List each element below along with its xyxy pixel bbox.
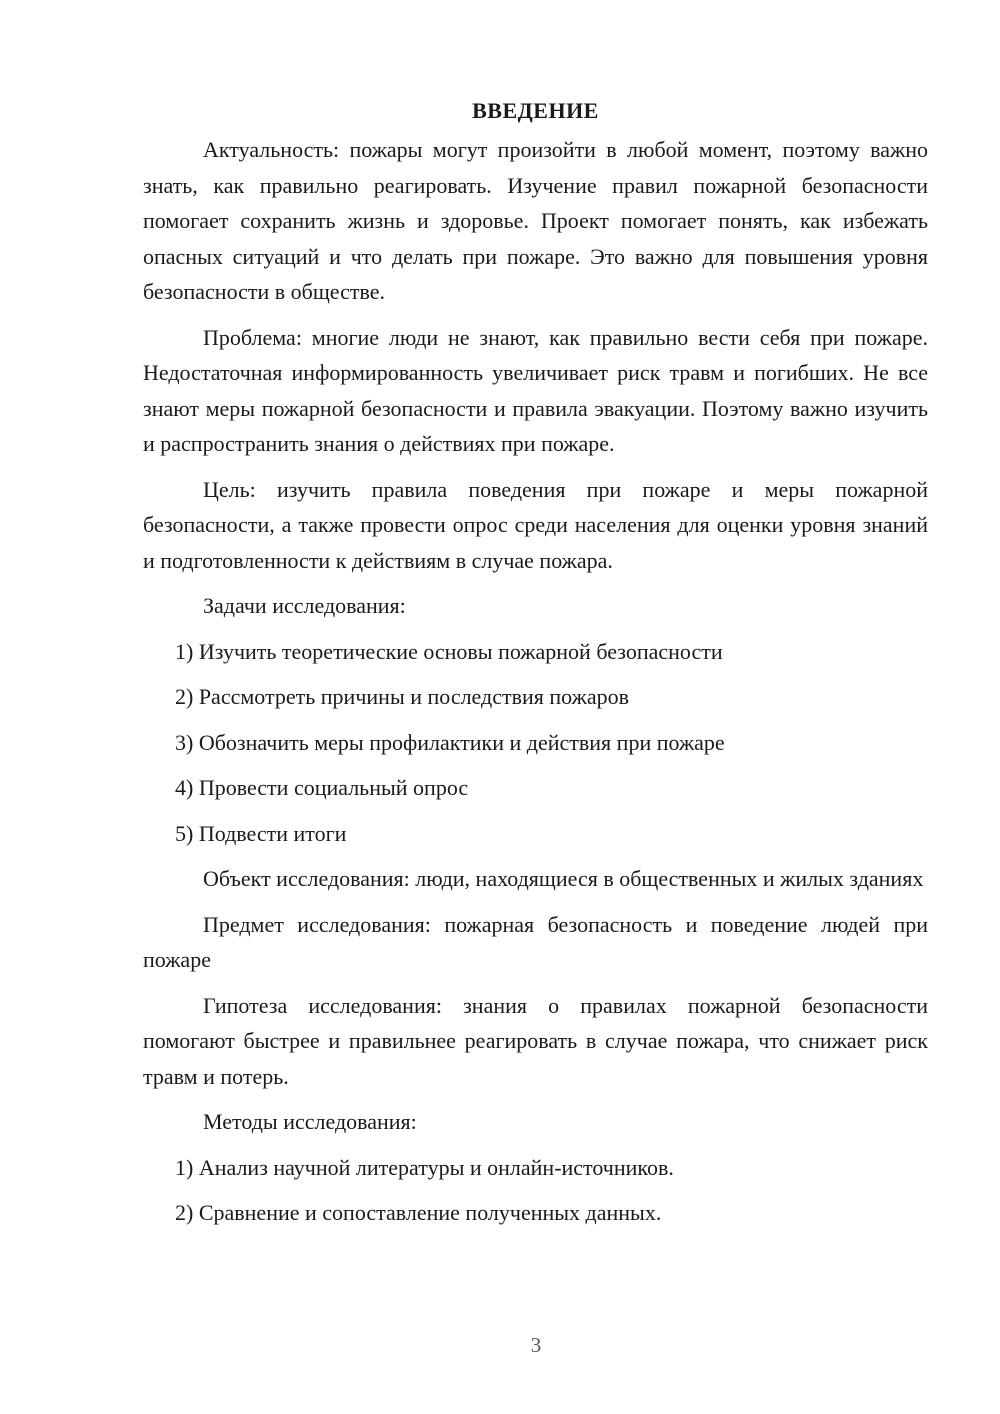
hypothesis-paragraph: Гипотеза исследования: знания о правилах пожарной безопасности помогают быстрее и правильнее реагировать в случае пожара, что снижает риск травм и потерь. — [143, 992, 928, 1089]
methods-title: Методы исследования: — [203, 1109, 417, 1134]
task-item: 3) Обозначить меры профилактики и действия при пожаре — [175, 729, 725, 755]
page-number: 3 — [530, 1333, 542, 1357]
relevance-paragraph: Актуальность: пожары могут произойти в любой момент, поэтому важно знать, как правильно реагировать. Изучение правил пожарной безопасности помогает сохранить жизнь и здоровье. Проект помогает понять, как избежать опасных ситуаций и что делать при пожаре. Это важно для повышения уровня безопасности в обществе. — [143, 137, 928, 304]
object-paragraph: Объект исследования: люди, находящиеся в общественных и жилых зданиях — [203, 866, 924, 891]
task-item: 1) Изучить теоретические основы пожарной безопасности — [175, 638, 723, 664]
method-item: 1) Анализ научной литературы и онлайн-источников. — [175, 1154, 674, 1180]
task-item: 2) Рассмотреть причины и последствия пожаров — [175, 684, 629, 709]
goal-paragraph: Цель: изучить правила поведения при пожаре и меры пожарной безопасности, а также провести опрос среди населения для оценки уровня знаний и подготовленности к действиям в случае пожара. — [143, 476, 928, 573]
section-heading: ВВЕДЕНИЕ — [472, 98, 599, 123]
tasks-title: Задачи исследования: — [203, 593, 406, 618]
page-content — [143, 93, 928, 1241]
subject-paragraph: Предмет исследования: пожарная безопасность и поведение людей при пожаре — [143, 911, 928, 972]
method-item: 2) Сравнение и сопоставление полученных данных. — [175, 1200, 662, 1225]
task-item: 4) Провести социальный опрос — [175, 775, 469, 800]
problem-paragraph: Проблема: многие люди не знают, как правильно вести себя при пожаре. Недостаточная информированность увеличивает риск травм и погибших. Не все знают меры пожарной безопасности и правила эвакуации. Поэтому важно изучить и распространить знания о действиях при пожаре. — [143, 324, 928, 456]
task-item: 5) Подвести итоги — [175, 820, 347, 846]
